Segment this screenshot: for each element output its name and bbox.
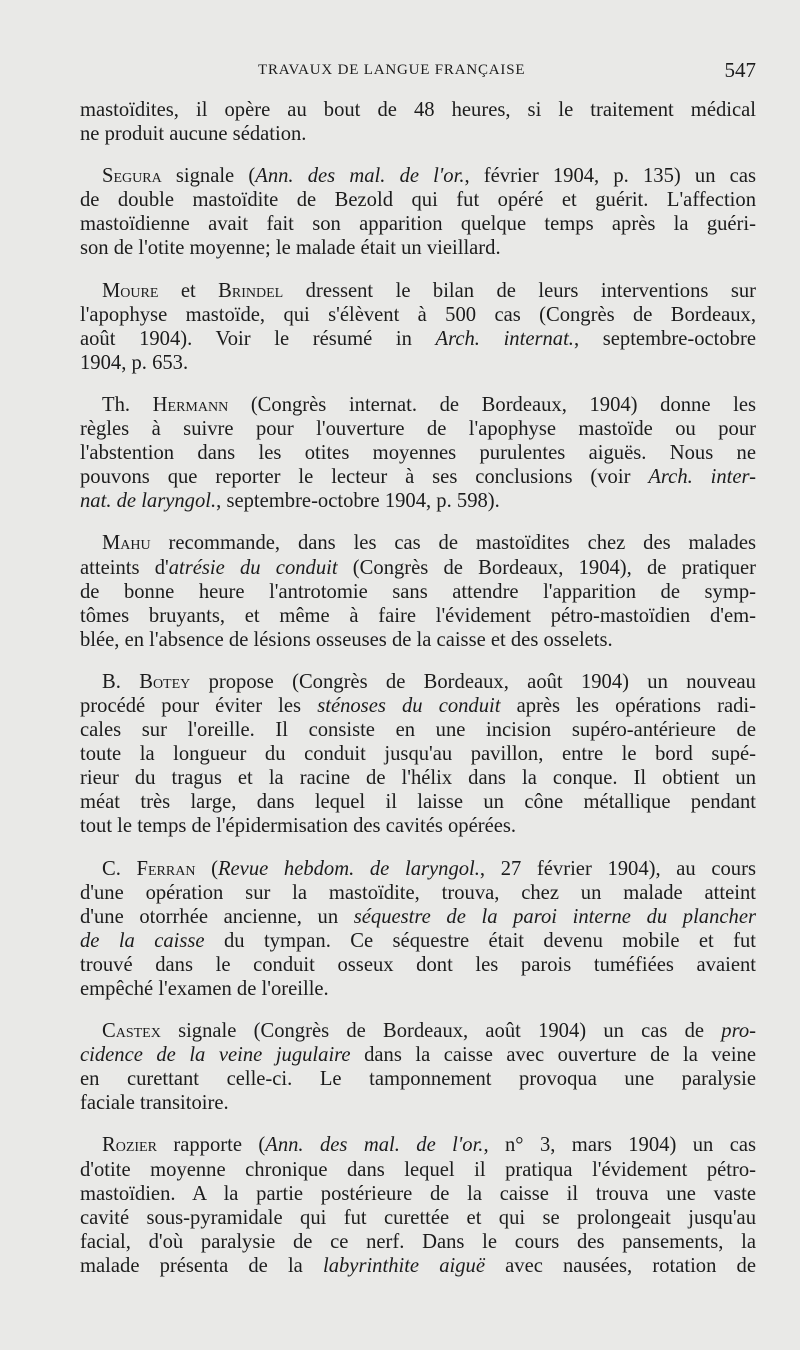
text-fragment: B. [102, 670, 140, 693]
text-line [80, 531, 756, 555]
text-line [80, 489, 756, 513]
paragraph [80, 670, 756, 839]
page-body [80, 98, 756, 1278]
text-fragment: après les opérations radi- [500, 694, 756, 717]
author-name: Rozier [102, 1134, 157, 1157]
text-line: facial, d'où paralysie de ce nerf. Dans le cours des pansements, la [80, 1230, 756, 1253]
text-line: l'apophyse mastoïde, qui s'élèvent à 500 cas (Congrès de Bordeaux, [80, 303, 756, 326]
author-name: Segura [102, 165, 162, 188]
paragraph [80, 393, 756, 513]
text-line [80, 327, 756, 351]
author-name: Castex [102, 1020, 161, 1043]
text-fragment: , septembre-octobre 1904, p. 598). [216, 490, 500, 513]
journal-title: Ann. des mal. de l'or. [255, 165, 465, 188]
author-name: Moure [102, 279, 159, 302]
text-line: de double mastoïdite de Bezold qui fut opéré et guérit. L'affection [80, 189, 756, 212]
text-fragment: (Congrès internat. de Bordeaux, 1904) donne les [228, 393, 756, 416]
journal-title: Arch. internat. [435, 327, 574, 350]
text-line [80, 1019, 756, 1043]
text-fragment: propose (Congrès de Bordeaux, août 1904) un nouveau [190, 670, 756, 693]
text-line: toute la longueur du conduit jusqu'au pavillon, entre le bord supé- [80, 743, 756, 766]
paragraph [80, 1019, 756, 1115]
paragraph [80, 98, 756, 146]
text-fragment: d'une otorrhée ancienne, un [80, 905, 354, 928]
text-line: 1904, p. 653. [80, 351, 189, 374]
text-fragment: ( [195, 857, 218, 880]
text-line: mastoïdites, il opère au bout de 48 heures, si le traitement médical [80, 99, 756, 121]
text-line: faciale transitoire. [80, 1092, 229, 1115]
text-fragment: C. [102, 857, 137, 880]
emphasis: cidence de la veine jugulaire [80, 1044, 351, 1067]
journal-title: Ann. des mal. de l'or. [265, 1134, 484, 1157]
text-fragment: pouvons que reporter le lecteur à ses conclusions (voir [80, 466, 649, 489]
author-name: Hermann [152, 393, 229, 416]
text-line [80, 279, 756, 303]
text-fragment: recommande, dans les cas de mastoïdites chez des malades [150, 532, 756, 555]
text-line [80, 393, 756, 417]
emphasis: labyrinthite aiguë [322, 1254, 485, 1277]
text-line: tout le temps de l'épidermisation des cavités opérées. [80, 815, 517, 838]
text-line [80, 670, 756, 694]
text-fragment: Th. [102, 393, 153, 416]
text-line: son de l'otite moyenne; le malade était un vieillard. [80, 237, 501, 260]
text-fragment: signale ( [161, 165, 256, 188]
journal-title: Revue hebdom. de laryngol. [217, 857, 480, 880]
text-line [80, 164, 756, 188]
text-line: d'otite moyenne chronique dans lequel il pratiqua l'évidement pétro- [80, 1158, 756, 1181]
running-title: TRAVAUX DE LANGUE FRANÇAISE [258, 62, 526, 78]
text-fragment: dans la caisse avec ouverture de la veine [350, 1044, 756, 1067]
text-line: règles à suivre pour l'ouverture de l'apophyse mastoïde ou pour [80, 418, 756, 441]
text-line: trouvé dans le conduit osseux dont les parois tuméfiées avaient [80, 953, 756, 976]
author-name: Brindel [218, 279, 284, 302]
text-fragment: procédé pour éviter les [80, 694, 318, 717]
text-line: blée, en l'absence de lésions osseuses de la caisse et des osselets. [80, 628, 613, 651]
text-fragment: , 27 février 1904), au cours [479, 857, 756, 880]
text-line: mastoïdien. A la partie postérieure de la caisse il trouva une vaste [80, 1182, 756, 1205]
text-line: tômes bruyants, et même à faire l'évidement pétro-mastoïdien d'em- [80, 604, 756, 627]
text-line [80, 929, 756, 953]
emphasis: pro- [721, 1020, 756, 1043]
text-fragment: signale (Congrès de Bordeaux, août 1904) un cas de [160, 1020, 722, 1043]
text-line [80, 465, 756, 489]
text-line: l'abstention dans les otites moyennes purulentes aiguës. Nous ne [80, 442, 756, 465]
paragraph [80, 279, 756, 375]
text-fragment: et [158, 279, 219, 302]
text-line: cavité sous-pyramidale qui fut curettée et qui se prolongeait jusqu'au [80, 1206, 756, 1229]
text-fragment: rapporte ( [156, 1134, 266, 1157]
text-line: méat très large, dans lequel il laisse un cône métallique pendant [80, 791, 756, 814]
text-line: mastoïdienne avait fait son apparition quelque temps après la guéri- [80, 213, 756, 236]
paragraph [80, 531, 756, 651]
text-line [80, 857, 756, 881]
text-line [80, 905, 756, 929]
emphasis: séquestre de la paroi interne du plancher [353, 905, 756, 928]
emphasis: atrésie du conduit [168, 556, 338, 579]
text-line: cales sur l'oreille. Il consiste en une incision supéro-antérieure de [80, 719, 756, 742]
text-fragment: , septembre-octobre [573, 327, 756, 350]
text-line: ne produit aucune sédation. [80, 123, 307, 146]
text-fragment: malade présenta de la [80, 1254, 323, 1277]
text-fragment: , n° 3, mars 1904) un cas [483, 1134, 757, 1157]
page-header [80, 58, 756, 88]
journal-title: nat. de laryngol. [80, 490, 217, 513]
text-fragment: (Congrès de Bordeaux, 1904), de pratiquer [337, 556, 757, 579]
paragraph [80, 1133, 756, 1278]
page-number: 547 [724, 58, 756, 82]
author-name: Ferran [136, 857, 196, 880]
text-line [80, 1254, 756, 1278]
text-fragment: atteints d' [80, 556, 169, 579]
text-fragment: du tympan. Ce séquestre était devenu mobile et fut [204, 929, 756, 952]
text-line: de bonne heure l'antrotomie sans attendre l'apparition de symp- [80, 580, 756, 603]
text-line [80, 694, 756, 718]
author-name: Botey [139, 670, 191, 693]
paragraph [80, 164, 756, 260]
text-fragment: avec nausées, rotation de [484, 1254, 756, 1277]
text-line [80, 1133, 756, 1157]
emphasis: de la caisse [80, 929, 205, 952]
journal-title: Arch. inter- [648, 466, 757, 489]
text-fragment: , février 1904, p. 135) un cas [464, 165, 756, 188]
emphasis: sténoses du conduit [317, 694, 501, 717]
text-line: en curettant celle-ci. Le tamponnement provoqua une paralysie [80, 1068, 756, 1091]
author-name: Mahu [102, 532, 151, 555]
text-line: empêché l'examen de l'oreille. [80, 978, 329, 1000]
text-fragment: août 1904). Voir le résumé in [80, 327, 436, 350]
text-line: d'une opération sur la mastoïdite, trouva, chez un malade atteint [80, 881, 756, 904]
text-fragment: dressent le bilan de leurs interventions sur [283, 279, 756, 302]
text-line: rieur du tragus et la racine de l'hélix dans la conque. Il obtient un [80, 767, 756, 790]
text-line [80, 1043, 756, 1067]
paragraph [80, 857, 756, 1002]
text-line [80, 556, 756, 580]
